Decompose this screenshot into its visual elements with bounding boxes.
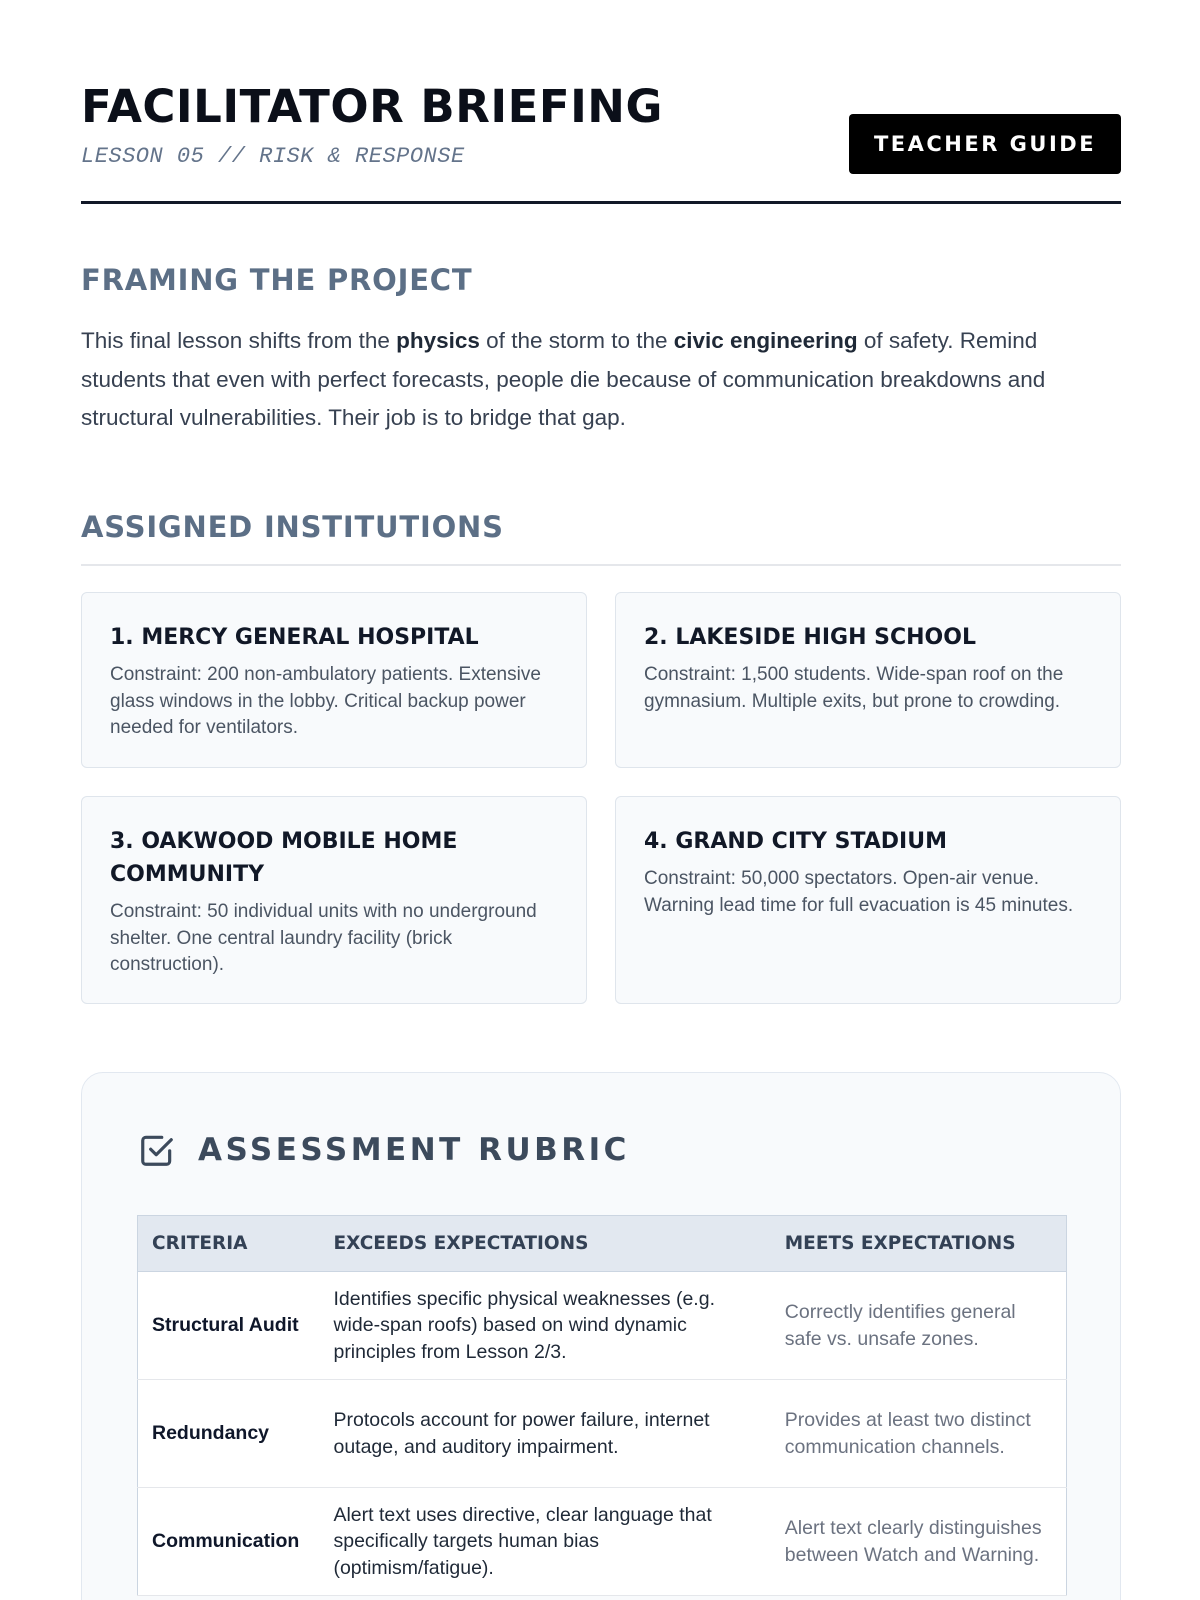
- criteria-cell: Redundancy: [138, 1380, 320, 1488]
- institution-card-title: 4. GRAND CITY STADIUM: [644, 829, 947, 854]
- institution-card-title: 2. LAKESIDE HIGH SCHOOL: [644, 625, 976, 650]
- intro-text-1: This final lesson shifts from the: [81, 328, 397, 353]
- institution-card-text: Constraint: 50,000 spectators. Open-air venue. Warning lead time for full evacuation is 45 minutes.: [644, 868, 1074, 916]
- intro-bold-civic-engineering: civic engineering: [673, 328, 858, 353]
- meets-cell: Alert text clearly distinguishes between Watch and Warning.: [771, 1488, 1067, 1596]
- header: [81, 0, 1121, 204]
- intro-text-2: of the storm to the: [479, 328, 674, 353]
- table-row: [138, 1488, 1067, 1596]
- institution-card-text: Constraint: 50 individual units with no underground shelter. One central laundry facility (brick construction).: [110, 901, 537, 975]
- page-subtitle: LESSON 05 // RISK & RESPONSE: [81, 144, 465, 169]
- table-row: [138, 1272, 1067, 1380]
- institution-card-mobile-home: [81, 796, 587, 1004]
- rubric-header-row: [138, 1216, 1067, 1272]
- exceeds-cell: Protocols account for power failure, internet outage, and auditory impairment.: [319, 1380, 770, 1488]
- intro-paragraph: [81, 322, 1121, 438]
- intro-text-3: of safety. Remind students that even with perfect forecasts, people die because of communication breakdowns and structural vulnerabilities. Their job is to bridge that gap.: [81, 328, 1046, 430]
- rubric-table: [137, 1215, 1067, 1596]
- meets-cell: Provides at least two distinct communication channels.: [771, 1380, 1067, 1488]
- checkbox-icon: [138, 1131, 176, 1169]
- institution-card-title: 1. MERCY GENERAL HOSPITAL: [110, 625, 479, 650]
- institutions-heading: ASSIGNED INSTITUTIONS: [81, 510, 1121, 566]
- criteria-cell: Structural Audit: [138, 1272, 320, 1380]
- page-title: FACILITATOR BRIEFING: [81, 80, 663, 133]
- rubric-panel: [81, 1072, 1121, 1600]
- exceeds-cell: Alert text uses directive, clear language that specifically targets human bias (optimism/fatigue).: [319, 1488, 770, 1596]
- institution-card-text: Constraint: 1,500 students. Wide-span roof on the gymnasium. Multiple exits, but prone to crowding.: [644, 664, 1064, 712]
- column-header-criteria: CRITERIA: [138, 1216, 320, 1272]
- exceeds-cell: Identifies specific physical weaknesses (e.g. wide-span roofs) based on wind dynamic principles from Lesson 2/3.: [319, 1272, 770, 1380]
- institution-card-stadium: [615, 796, 1121, 1004]
- framing-heading: FRAMING THE PROJECT: [81, 263, 473, 297]
- criteria-cell: Communication: [138, 1488, 320, 1596]
- rubric-heading: ASSESSMENT RUBRIC: [198, 1132, 630, 1168]
- page: [81, 0, 1121, 1579]
- table-row: [138, 1380, 1067, 1488]
- column-header-exceeds: EXCEEDS EXPECTATIONS: [319, 1216, 770, 1272]
- institution-card-text: Constraint: 200 non-ambulatory patients. Extensive glass windows in the lobby. Critical backup power needed for ventilators.: [110, 664, 541, 738]
- institution-card-school: [615, 592, 1121, 768]
- column-header-meets: MEETS EXPECTATIONS: [771, 1216, 1067, 1272]
- rubric-title-row: [138, 1131, 630, 1169]
- institution-card-hospital: [81, 592, 587, 768]
- institution-card-title: 3. OAKWOOD MOBILE HOME COMMUNITY: [110, 829, 458, 887]
- intro-bold-physics: physics: [396, 328, 480, 353]
- teacher-guide-badge: TEACHER GUIDE: [849, 114, 1121, 174]
- meets-cell: Correctly identifies general safe vs. unsafe zones.: [771, 1272, 1067, 1380]
